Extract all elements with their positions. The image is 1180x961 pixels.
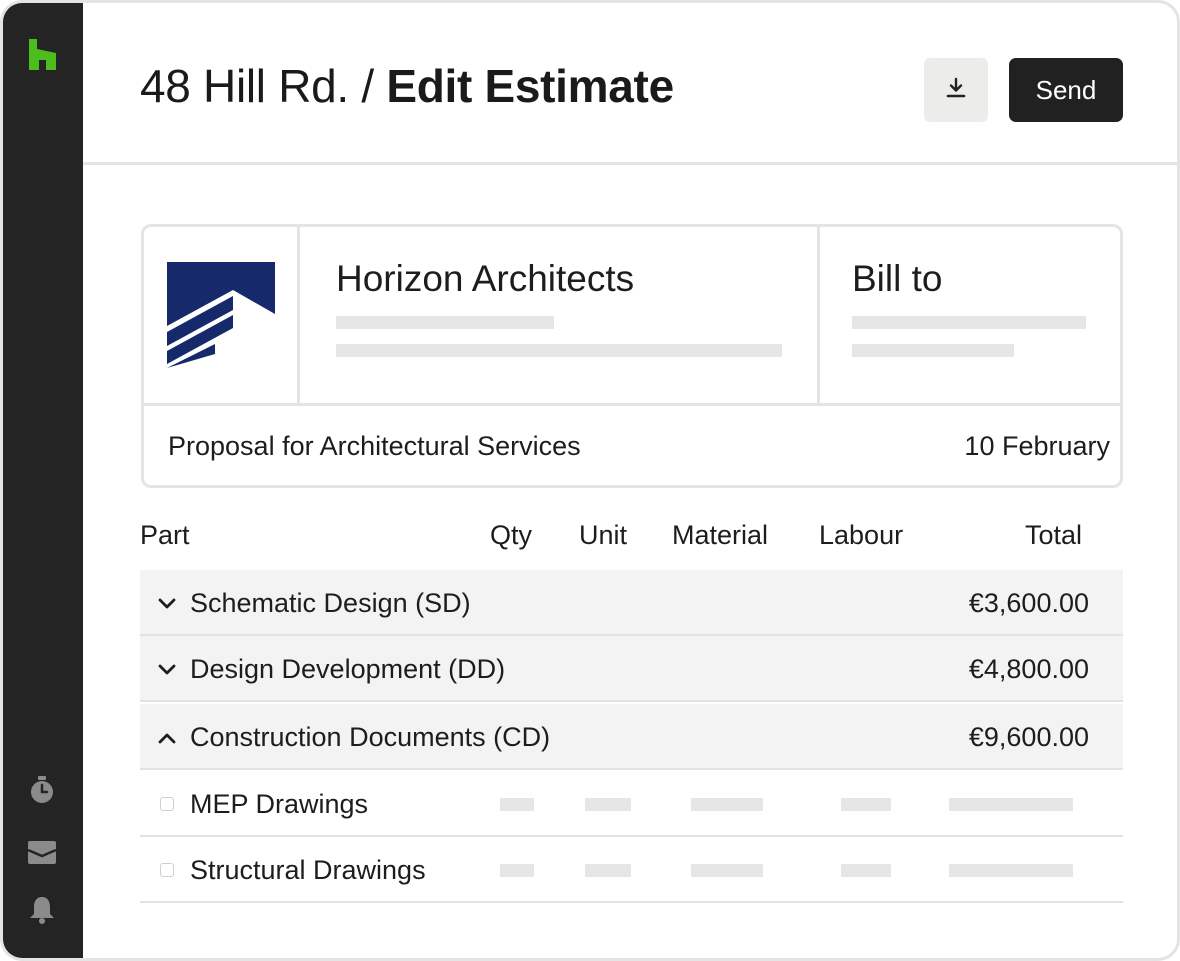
group-name: Construction Documents (CD) xyxy=(190,722,551,752)
group-total: €3,600.00 xyxy=(968,588,1089,618)
company-name[interactable]: Horizon Architects xyxy=(336,258,635,299)
column-header-qty: Qty xyxy=(490,520,533,550)
bill-to-label[interactable]: Bill to xyxy=(852,258,943,299)
column-header-total: Total xyxy=(1025,520,1083,550)
group-name: Design Development (DD) xyxy=(190,654,506,684)
table-row[interactable] xyxy=(140,771,1123,837)
total-placeholder xyxy=(949,864,1073,877)
divider xyxy=(144,403,1120,406)
column-header-labour: Labour xyxy=(819,520,904,550)
unit-placeholder xyxy=(585,864,631,877)
stopwatch-icon[interactable] xyxy=(27,775,57,805)
page-header xyxy=(83,3,1177,165)
breadcrumb-project[interactable]: 48 Hill Rd. / xyxy=(140,60,374,112)
group-total: €9,600.00 xyxy=(968,722,1089,752)
address-placeholder xyxy=(336,344,782,357)
bell-icon[interactable] xyxy=(27,895,57,925)
item-name: MEP Drawings xyxy=(190,789,369,819)
material-placeholder xyxy=(691,864,763,877)
proposal-title[interactable]: Proposal for Architectural Services xyxy=(168,431,581,461)
estimate-card xyxy=(141,224,1123,488)
qty-placeholder xyxy=(500,864,534,877)
breadcrumb-current: Edit Estimate xyxy=(386,60,674,112)
unit-placeholder xyxy=(585,798,631,811)
table-row-group[interactable] xyxy=(140,636,1123,702)
divider xyxy=(817,227,820,403)
row-checkbox[interactable] xyxy=(160,797,174,811)
table-row-group[interactable] xyxy=(140,570,1123,636)
group-total: €4,800.00 xyxy=(968,654,1089,684)
column-header-material: Material xyxy=(672,520,769,550)
item-name: Structural Drawings xyxy=(190,855,426,885)
download-icon xyxy=(945,77,967,104)
address-placeholder xyxy=(336,316,554,329)
row-checkbox[interactable] xyxy=(160,863,174,877)
qty-placeholder xyxy=(500,798,534,811)
table-row[interactable] xyxy=(140,837,1123,903)
chevron-down-icon[interactable] xyxy=(157,660,177,680)
company-logo[interactable] xyxy=(167,262,277,372)
page-title xyxy=(140,59,674,113)
bill-to-placeholder xyxy=(852,316,1086,329)
material-placeholder xyxy=(691,798,763,811)
labour-placeholder xyxy=(841,864,891,877)
divider xyxy=(297,227,300,403)
group-name: Schematic Design (SD) xyxy=(190,588,471,618)
sidebar xyxy=(3,3,83,961)
total-placeholder xyxy=(949,798,1073,811)
column-header-unit: Unit xyxy=(579,520,628,550)
inbox-icon[interactable] xyxy=(27,837,57,867)
labour-placeholder xyxy=(841,798,891,811)
estimate-date[interactable]: 10 February xyxy=(964,431,1110,461)
chevron-up-icon[interactable] xyxy=(157,728,177,748)
houzz-logo-icon[interactable] xyxy=(27,39,58,70)
download-button[interactable] xyxy=(924,58,988,122)
table-row-group[interactable] xyxy=(140,704,1123,770)
chevron-down-icon[interactable] xyxy=(157,594,177,614)
column-header-part: Part xyxy=(140,520,190,550)
bill-to-placeholder xyxy=(852,344,1014,357)
send-button[interactable]: Send xyxy=(1009,58,1123,122)
